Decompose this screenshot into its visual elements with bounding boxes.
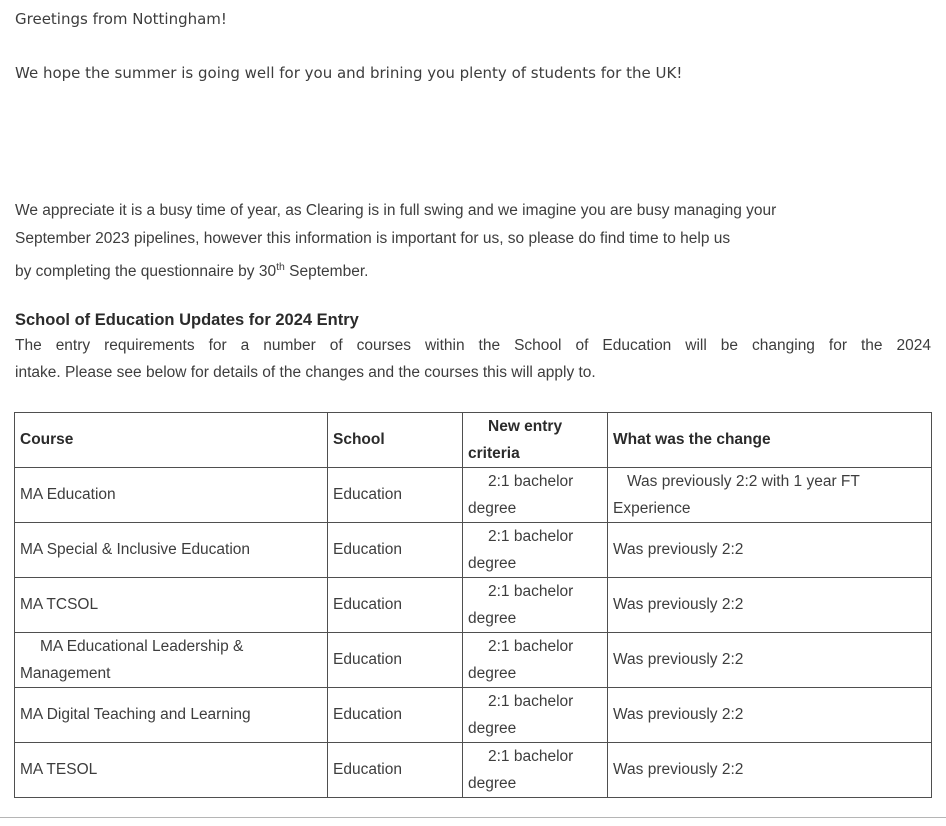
cell-school: Education	[328, 577, 463, 632]
table-row	[15, 742, 932, 797]
greeting-line: Greetings from Nottingham!	[15, 10, 227, 28]
email-body	[0, 10, 946, 798]
course-changes-table	[14, 412, 932, 798]
deadline-text: by completing the questionnaire by 30	[15, 263, 277, 280]
cell-change: Was previously 2:2 with 1 year FT Experience	[608, 467, 932, 522]
table-row	[15, 522, 932, 577]
section-intro-line2: intake. Please see below for details of the changes and the courses this will apply to.	[15, 364, 596, 381]
cell-course: MA Educational Leadership & Management	[15, 632, 328, 687]
cell-school: Education	[328, 632, 463, 687]
table-row	[15, 577, 932, 632]
table-body	[15, 467, 932, 797]
clearing-paragraph-line3	[15, 258, 931, 286]
section-intro	[15, 332, 931, 387]
cell-criteria: 2:1 bachelor degree	[463, 522, 608, 577]
intro-line: We hope the summer is going well for you and brining you plenty of students for the UK!	[15, 64, 683, 82]
cell-change: Was previously 2:2	[608, 632, 932, 687]
section-heading: School of Education Updates for 2024 Entry	[15, 310, 359, 329]
deadline-month: September.	[284, 263, 369, 280]
cell-change: Was previously 2:2	[608, 687, 932, 742]
cell-school: Education	[328, 687, 463, 742]
cell-course: MA Digital Teaching and Learning	[15, 687, 328, 742]
table-row	[15, 467, 932, 522]
clearing-paragraph-line1: We appreciate it is a busy time of year, as Clearing is in full swing and we imagine you are busy managing your	[15, 202, 777, 219]
cell-course: MA TCSOL	[15, 577, 328, 632]
page-bottom-divider	[0, 817, 946, 818]
table-row	[15, 687, 932, 742]
header-course: Course	[15, 412, 328, 467]
cell-change: Was previously 2:2	[608, 577, 932, 632]
cell-school: Education	[328, 742, 463, 797]
header-new-entry-criteria: New entry criteria	[463, 412, 608, 467]
section-intro-line1: The entry requirements for a number of courses within the School of Education will be changing for the 2024	[15, 336, 931, 354]
clearing-paragraph-line2: September 2023 pipelines, however this information is important for us, so please do find time to help us	[15, 229, 731, 247]
cell-criteria: 2:1 bachelor degree	[463, 687, 608, 742]
ordinal-superscript: th	[276, 260, 285, 273]
clearing-paragraph	[15, 197, 931, 286]
cell-criteria: 2:1 bachelor degree	[463, 742, 608, 797]
cell-course: MA Special & Inclusive Education	[15, 522, 328, 577]
header-school: School	[328, 412, 463, 467]
cell-school: Education	[328, 522, 463, 577]
cell-criteria: 2:1 bachelor degree	[463, 467, 608, 522]
cell-course: MA Education	[15, 467, 328, 522]
table-header-row	[15, 412, 932, 467]
cell-change: Was previously 2:2	[608, 742, 932, 797]
cell-course: MA TESOL	[15, 742, 328, 797]
header-what-was-the-change: What was the change	[608, 412, 932, 467]
cell-change: Was previously 2:2	[608, 522, 932, 577]
cell-criteria: 2:1 bachelor degree	[463, 632, 608, 687]
table-row	[15, 632, 932, 687]
cell-school: Education	[328, 467, 463, 522]
cell-criteria: 2:1 bachelor degree	[463, 577, 608, 632]
